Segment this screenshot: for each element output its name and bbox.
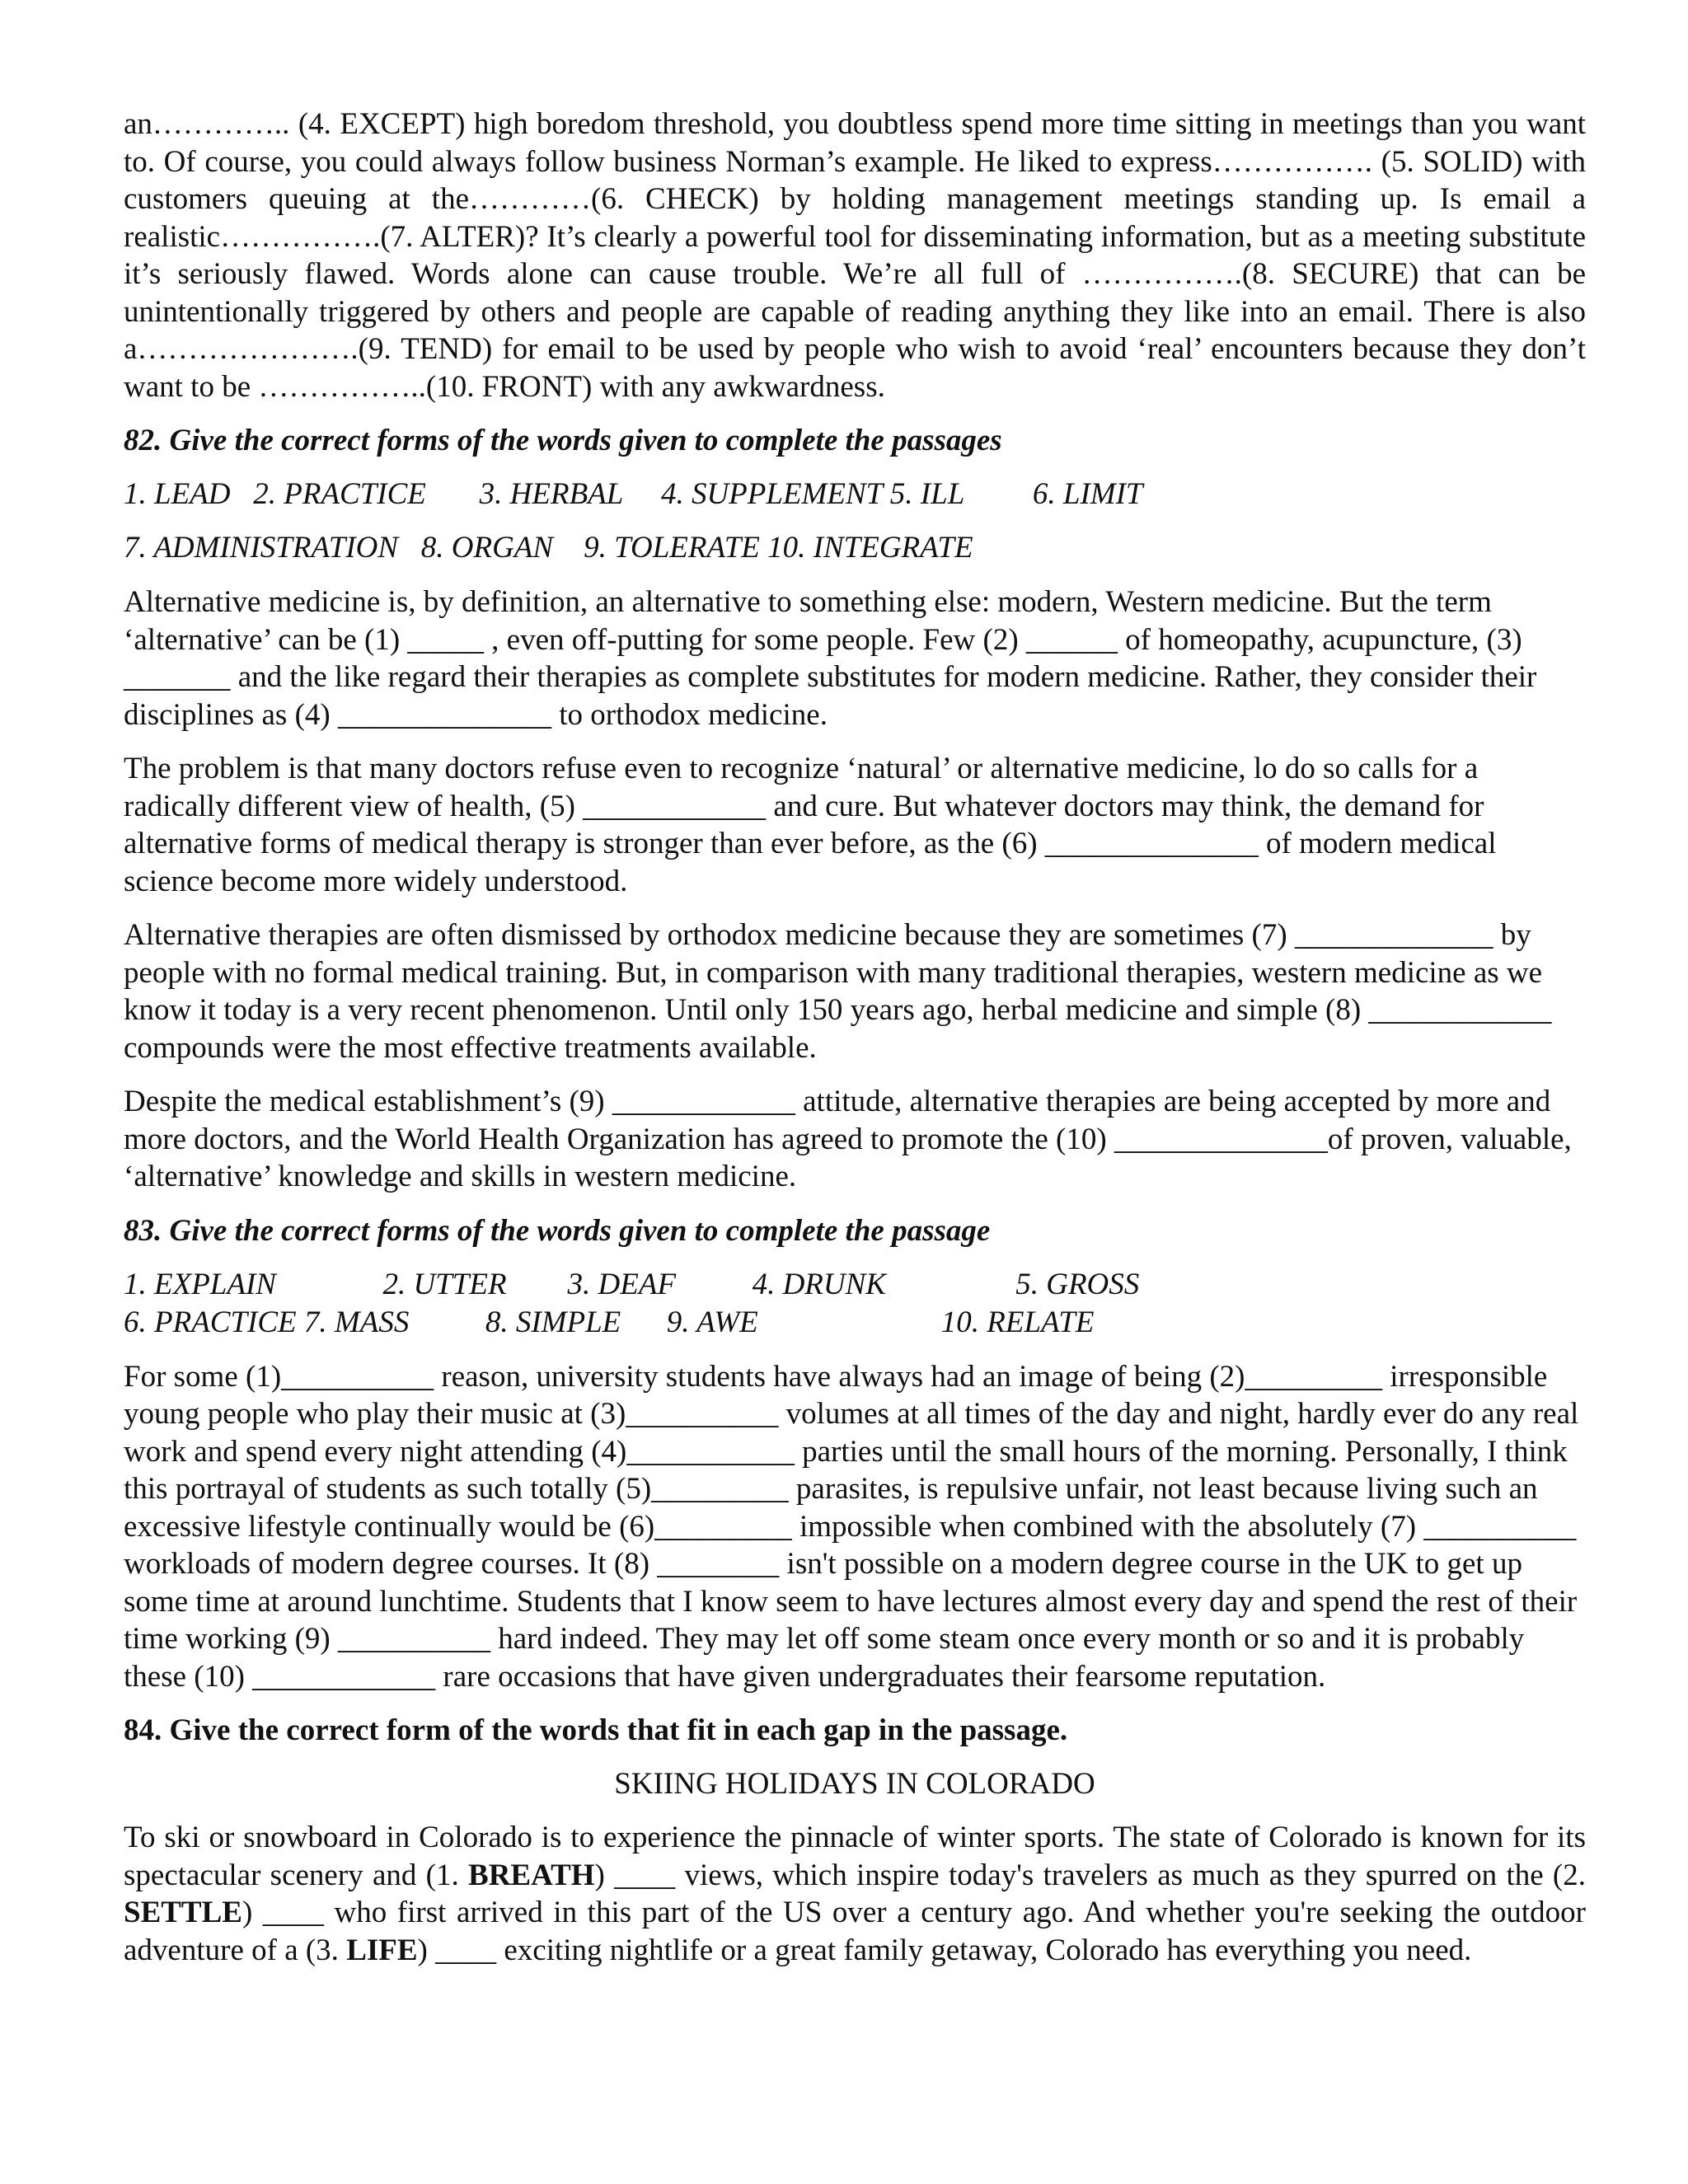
exercise-84-text-1: To ski or snowboard in Colorado is to experience the pinnacle of winter sports. The state of Colorado is known for its spectacular scenery and (1. — [124, 1821, 1586, 1892]
exercise-82-paragraph-4: Despite the medical establishment’s (9) ____________ attitude, alternative therapies are being accepted by more and more doctors, and the World Health Organization has agreed to promote the (10) ______________of proven, valuable, ‘alternative’ knowledge and skills in western medicine. — [124, 1085, 1572, 1193]
keyword-settle: SETTLE — [124, 1896, 242, 1929]
exercise-83-heading: 83. Give the correct forms of the words given to complete the passage — [124, 1213, 991, 1248]
exercise-84-text-3: ) ____ who first arrived in this part of the US over a century ago. And whether you're seeking the outdoor adventure of a (3. — [124, 1896, 1586, 1967]
exercise-82-paragraph-1: Alternative medicine is, by definition, an alternative to something else: modern, Western medicine. But the term ‘alternative’ can be (1) _____ , even off-putting for some people. Few (2) ______ of homeopathy, acupuncture, (3) _______ and the like regard their therapies as complete substitutes for modern medicine. Rather, they consider their disciplines as (4) ______________ to orthodox medicine. — [124, 585, 1537, 732]
exercise-83-wordlist-line-2: 6. PRACTICE 7. MASS 8. SIMPLE 9. AWE 10. RELATE — [124, 1305, 1095, 1339]
exercise-84-text-4: ) ____ exciting nightlife or a great family getaway, Colorado has everything you need. — [417, 1933, 1472, 1967]
document-page — [124, 105, 1586, 1969]
exercise-84-paragraph — [124, 1819, 1586, 1969]
exercise-84-heading: 84. Give the correct form of the words that fit in each gap in the passage. — [124, 1713, 1068, 1747]
intro-paragraph: an………….. (4. EXCEPT) high boredom threshold, you doubtless spend more time sitting in meetings than you want to. Of course, you could always follow business Norman’s example. He liked to express……………. (5. SOLID) with customers queuing at the…………(6. CHECK) by holding management meetings standing up. Is email a realistic…………….(7. ALTER)? It’s clearly a powerful tool for disseminating information, but as a meeting substitute it’s seriously flawed. Words alone can cause trouble. We’re all full of …………….(8. SECURE) that can be unintentionally triggered by others and people are capable of reading anything they like into an email. There is also a………………….(9. TEND) for email to be used by people who wish to avoid ‘real’ encounters because they don’t want to be ……………..(10. FRONT) with any awkwardness. — [124, 107, 1586, 404]
exercise-82-heading: 82. Give the correct forms of the words given to complete the passages — [124, 424, 1002, 457]
exercise-82-paragraph-3: Alternative therapies are often dismissed by orthodox medicine because they are sometimes (7) _____________ by people with no formal medical training. But, in comparison with many traditional therapies, western medicine as we know it today is a very recent phenomenon. Until only 150 years ago, herbal medicine and simple (8) ____________ compounds were the most effective treatments available. — [124, 918, 1552, 1065]
exercise-83-paragraph: For some (1)__________ reason, university students have always had an image of being (2)_________ irresponsible young people who play their music at (3)__________ volumes at all times of the day and night, hardly ever do any real work and spend every night attending (4)___________ parties until the small hours of the morning. Personally, I think this portrayal of students as such totally (5)_________ parasites, is repulsive unfair, not least because living such an excessive lifestyle continually would be (6)_________ impossible when combined with the absolutely (7) __________ workloads of modern degree courses. It (8) ________ isn't possible on a modern degree course in the UK to get up some time at around lunchtime. Students that I know seem to have lectures almost every day and spend the rest of their time working (9) __________ hard indeed. They may let off some steam once every month or so and it is probably these (10) ____________ rare occasions that have given undergraduates their fearsome reputation. — [124, 1359, 1579, 1694]
exercise-84-title: SKIING HOLIDAYS IN COLORADO — [614, 1767, 1095, 1801]
keyword-breath: BREATH — [468, 1858, 595, 1892]
exercise-82-wordlist-line-2: 7. ADMINISTRATION 8. ORGAN 9. TOLERATE 10. INTEGRATE — [124, 531, 973, 565]
exercise-83-wordlist-line-1: 1. EXPLAIN 2. UTTER 3. DEAF 4. DRUNK 5. GROSS — [124, 1267, 1140, 1301]
exercise-82-paragraph-2: The problem is that many doctors refuse even to recognize ‘natural’ or alternative medicine, lo do so calls for a radically different view of health, (5) ____________ and cure. But whatever doctors may think, the demand for alternative forms of medical therapy is stronger than ever before, as the (6) ______________ of modern medical science become more widely understood. — [124, 752, 1497, 898]
exercise-84-text-2: ) ____ views, which inspire today's travelers as much as they spurred on the (2. — [594, 1858, 1587, 1892]
exercise-82-wordlist-line-1: 1. LEAD 2. PRACTICE 3. HERBAL 4. SUPPLEMENT 5. ILL 6. LIMIT — [124, 477, 1143, 511]
keyword-life: LIFE — [346, 1933, 418, 1967]
